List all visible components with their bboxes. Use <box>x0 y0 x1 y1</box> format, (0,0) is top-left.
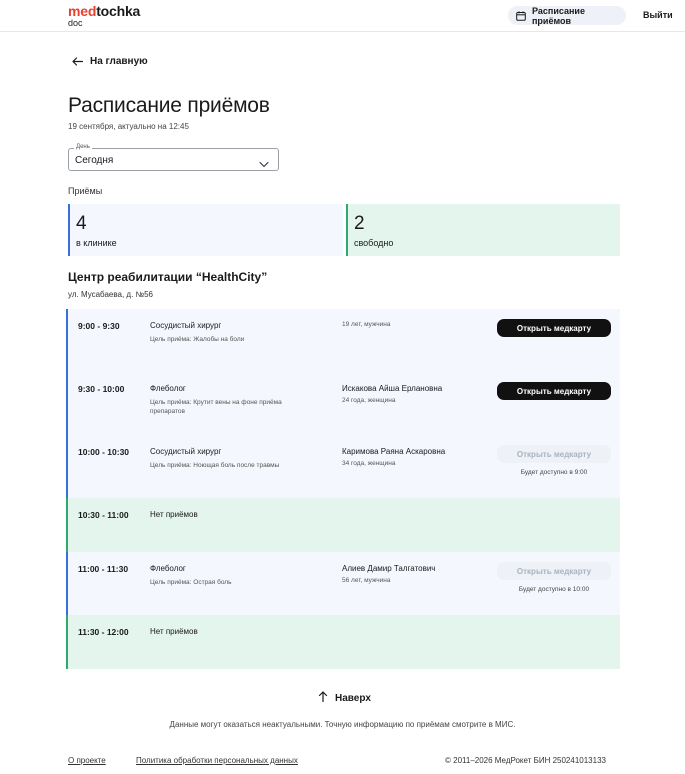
slot-time: 11:30 - 12:00 <box>78 627 129 637</box>
slot-patient-age: 24 года, женщина <box>342 397 396 404</box>
clinic-address: ул. Мусабаева, д. №56 <box>68 290 153 299</box>
slot-time: 9:30 - 10:00 <box>78 384 125 394</box>
logo-sub: doc <box>68 18 83 28</box>
calendar-icon <box>516 11 526 21</box>
slot-patient-name: Искакова Айша Ерлановна <box>342 384 443 393</box>
day-select[interactable] <box>68 144 279 171</box>
back-link-label: На главную <box>90 56 148 67</box>
slot-time: 9:00 - 9:30 <box>78 321 120 331</box>
slot-time: 11:00 - 11:30 <box>78 564 129 574</box>
disclaimer: Данные могут оказаться неактуальными. Точную информацию по приёмам смотрите в МИС. <box>169 720 516 729</box>
slot-purpose: Цель приёма: Острая боль <box>150 579 232 586</box>
schedule-list <box>66 309 620 669</box>
schedule-button-label: Расписание приёмов <box>532 5 585 26</box>
clinic-name: Центр реабилитации “HealthCity” <box>68 270 268 284</box>
header <box>0 0 685 32</box>
schedule-slot <box>66 435 620 498</box>
open-medcard-button[interactable]: Открыть медкарту <box>497 382 611 400</box>
slot-empty-label: Нет приёмов <box>150 510 198 519</box>
stat-free <box>346 204 620 256</box>
slot-time: 10:30 - 11:00 <box>78 510 129 520</box>
scroll-to-top-label: Наверх <box>335 692 371 704</box>
chevron-down-icon <box>259 155 269 173</box>
schedule-slot-empty <box>66 498 620 552</box>
slot-time: 10:00 - 10:30 <box>78 447 130 457</box>
slot-specialty: Флеболог <box>150 564 186 573</box>
slot-purpose: Цель приёма: Ноющая боль после травмы <box>150 462 280 469</box>
stat-value: 4 <box>76 213 87 234</box>
stat-in-clinic <box>68 204 343 256</box>
schedule-slot-empty <box>66 615 620 669</box>
slot-availability-note: Будет доступно в 9:00 <box>520 469 588 476</box>
page-title: Расписание приёмов <box>68 94 270 117</box>
arrow-left-icon <box>72 57 83 66</box>
schedule-slot <box>66 552 620 615</box>
footer-privacy-link[interactable]: Политика обработки персональных данных <box>136 756 298 765</box>
day-select-legend: День <box>76 144 90 150</box>
arrow-up-icon <box>318 691 328 705</box>
slot-specialty: Флеболог <box>150 384 186 393</box>
schedule-button[interactable] <box>508 6 626 25</box>
page-subtitle: 19 сентября, актуально на 12:45 <box>68 122 189 131</box>
back-link[interactable] <box>72 56 148 67</box>
slot-patient-age: 19 лет, мужчина <box>342 321 391 328</box>
slot-purpose: Цель приёма: Крутит вены на фоне приёма препаратов <box>150 399 282 415</box>
logo[interactable] <box>68 4 140 28</box>
slot-patient-name: Каримова Раяна Аскаровна <box>342 447 446 456</box>
footer-copyright: © 2011–2026 МедРокет БИН 250241013133 <box>445 756 606 765</box>
logo-med: med <box>68 3 97 19</box>
logo-wordmark <box>68 4 140 18</box>
open-medcard-button[interactable]: Открыть медкарту <box>497 319 611 337</box>
slot-specialty: Сосудистый хирург <box>150 321 222 330</box>
day-select-value: Сегодня <box>75 155 114 166</box>
stat-label: свободно <box>354 238 394 248</box>
footer-about-link[interactable]: О проекте <box>68 756 106 765</box>
slot-empty-label: Нет приёмов <box>150 627 198 636</box>
slot-availability-note: Будет доступно в 10:00 <box>518 586 590 593</box>
schedule-slot <box>66 372 620 435</box>
slot-purpose: Цель приёма: Жалобы на боли <box>150 336 245 343</box>
slot-patient-age: 34 года, женщина <box>342 460 396 467</box>
logout-link[interactable]: Выйти <box>643 10 673 20</box>
logo-tochka: tochka <box>96 3 141 19</box>
open-medcard-button-disabled: Открыть медкарту <box>497 445 611 463</box>
stat-value: 2 <box>354 213 365 234</box>
open-medcard-button-disabled: Открыть медкарту <box>497 562 611 580</box>
slot-patient-age: 56 лет, мужчина <box>342 577 391 584</box>
schedule-slot <box>66 309 620 372</box>
slot-specialty: Сосудистый хирург <box>150 447 222 456</box>
scroll-to-top-button[interactable] <box>318 691 371 705</box>
appointments-label: Приёмы <box>68 186 103 196</box>
slot-patient-name: Алиев Дамир Талгатович <box>342 564 436 573</box>
stat-label: в клинике <box>76 238 117 248</box>
